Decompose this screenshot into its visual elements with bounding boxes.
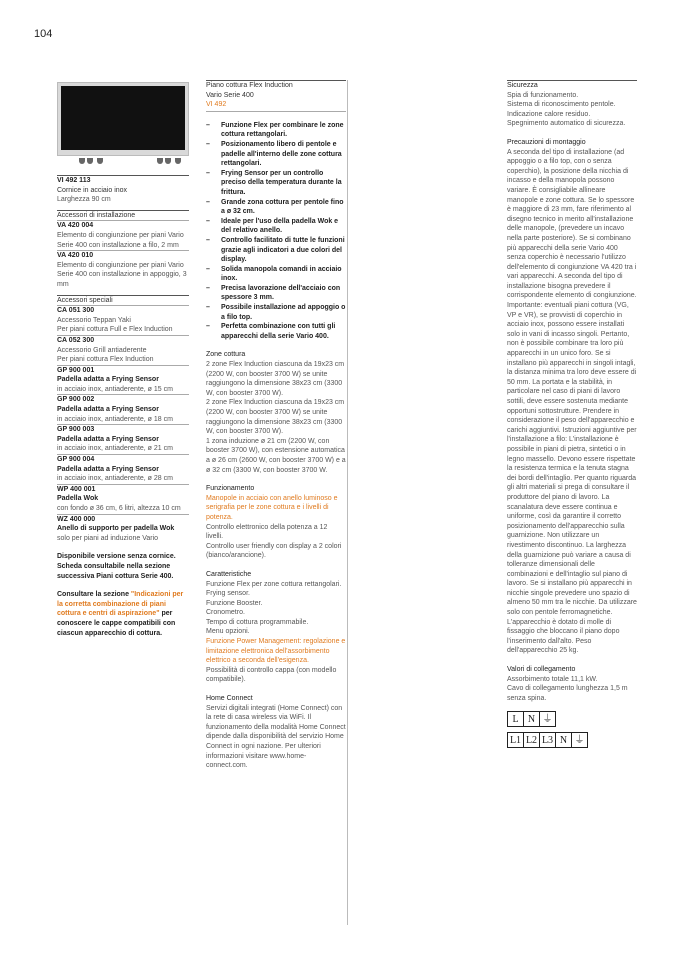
feature-item: – Grande zona cottura per pentole fino a ø 32 cm.	[206, 198, 346, 217]
product-model: VI 492	[206, 101, 227, 109]
special-note: in acciaio inox, antiaderente, ø 18 cm	[57, 415, 173, 423]
feature-item: – Funzione Flex per combinare le zone cottura rettangolari.	[206, 121, 346, 140]
special-desc: Accessorio Teppan Yaki	[57, 316, 131, 324]
special-code: CA 052 300	[57, 336, 95, 344]
special-desc: Anello di supporto per padella Wok	[57, 525, 175, 533]
consult-note: Consultare la sezione "Indicazioni per la corretta combinazione di piani cottura e centri di aspirazione" per conoscere le cappe compatibili con ciascun apparecchio di cottura.	[57, 591, 184, 637]
function-highlight: Manopole in acciaio con anello luminoso e serigrafia per le zone cottura e i livelli di potenza.	[206, 494, 338, 521]
ground-icon: ⏚	[542, 713, 553, 725]
mounting-text: A seconda del tipo di installazione (ad appoggio o a filo top, con o senza coperchio), la posizione della nicchia di incasso e della manopola possono variare. È consigliabile allineare manopole e zone cottura. Se lo spessore è maggiore di 23 mm, fare riferimento al disegno tecnico in merito all'installazione delle manopole, (prevedere un incavo nella parte posteriore). Se si combinano più apparecchi della serie Vario 400 senza coperchio è necessario l'utilizzo dell'elemento di congiunzione VA 420 tra i vari apparecchi. A seconda del tipo di installazione bisogna prevedere il corrispondente elemento di congiunzione. Importante: eventuali piani cottura (VG, VP e VR), se provvisti di coperchio in acciaio inox, possono essere installati solo in vani di incasso singoli. Pertanto, non è possibile combinare tra loro più apparecchi in un unico foro. Se si installano più apparecchi in singoli intagli, la distanza minima tra loro deve essere di 50 mm. La portata e la stabilità, in particolare nel caso di piani di lavoro sottili, deve essere sostenuta mediante opportuni sottostrutture. Prendere in considerazione il peso dell'apparecchio e carichi aggiuntivi. Istruzioni aggiuntive per l'installazione a filo: L'installazione è possibile in piani di pietra, sintetici o in legno massello. Devono essere rispettate la resistenza termica e la tenuta stagna dei bordi dell'intaglio. Per quanto riguarda gli altri materiali si prega di consultare il produttore del piano di lavoro. La scanalatura deve essere continua e uniforme, così da garantire il corretto posizionamento dell'apparecchio sulla guarnizione. Non utilizzare un rivestimento discontinuo. La larghezza della guarnizione può variare a causa di tolleranze dimensionali delle combinazioni e dell'intaglio sul piano di lavoro. Se si installano più apparecchi in nicchie singole prevedere uno spazio di almeno 50 mm tra le nicchie. Da utilizzare solo con pentole ferromagnetiche. L'apparecchio è dotato di molle di fissaggio che bloccano il piano dopo l'inserimento dall'alto. Peso dell'apparecchio 25 kg.	[507, 148, 637, 655]
function-text: Controllo elettronico della potenza a 12 livelli.	[206, 523, 328, 541]
knobs-image	[57, 158, 189, 170]
special-note: solo per piani ad induzione Vario	[57, 534, 159, 542]
accessory-desc: Elemento di congiunzione per piani Vario Serie 400 con installazione in appoggio, 3 mm	[57, 261, 187, 288]
function-title: Funzionamento	[206, 485, 255, 493]
feature-list	[206, 121, 346, 342]
symbol-l: L	[508, 712, 524, 726]
safety-item: Indicazione calore residuo.	[507, 110, 591, 118]
feature-item: – Controllo facilitato di tutte le funzioni grazie agli indicatori a due colori del display.	[206, 236, 346, 265]
zone-text: 2 zone Flex Induction ciascuna da 19x23 cm (2200 W, con booster 3700 W) se unite raggiungono la dimensione 38x23 cm (3300 W, con booster 3700 W).	[206, 399, 345, 436]
feature-line: Tempo di cottura programmabile.	[206, 618, 309, 626]
product-title: Piano cottura Flex Induction	[206, 82, 293, 89]
safety-item: Sistema di riconoscimento pentole.	[507, 101, 616, 109]
symbol-l1: L1	[508, 733, 524, 747]
accessory-desc: Elemento di congiunzione per piani Vario Serie 400 con installazione a filo, 2 mm	[57, 231, 184, 249]
special-code: WP 400 001	[57, 485, 96, 493]
home-connect-text: Servizi digitali integrati (Home Connect) con la rete di casa wireless via WiFi. Il funzionamento della modalità Home Connect dipende dalla disponibilità del servizio Home Connect in ogni nazione. Per ulteriori informazioni visitare www.home-connect.com.	[206, 704, 346, 770]
feature-item: – Ideale per l'uso della padella Wok e del relativo anello.	[206, 217, 346, 236]
special-code: GP 900 003	[57, 426, 95, 434]
features-title: Caratteristiche	[206, 570, 252, 578]
feature-line: Menu opzioni.	[206, 628, 250, 636]
accessory-code: VA 420 004	[57, 222, 94, 230]
product-column	[57, 80, 189, 638]
special-note: Per piani cottura Full e Flex Induction	[57, 326, 173, 334]
column-divider	[347, 80, 348, 925]
feature-line: Funzione Flex per zone cottura rettangolari.	[206, 580, 342, 588]
mounting-title: Precauzioni di montaggio	[507, 138, 586, 146]
special-title: Accessori speciali	[57, 296, 113, 304]
feature-line: Frying sensor.	[206, 590, 250, 598]
product-width: Larghezza 90 cm	[57, 196, 111, 204]
special-desc: Padella Wok	[57, 495, 99, 503]
function-text: Controllo user friendly con display a 2 colori (bianco/arancione).	[206, 542, 342, 560]
special-code: GP 900 001	[57, 366, 95, 374]
page-number: 104	[34, 28, 53, 40]
consult-link[interactable]: "Indicazioni per la corretta combinazione di piani cottura e centri di aspirazione"	[57, 591, 184, 618]
safety-item: Spia di funzionamento.	[507, 91, 579, 99]
feature-item: – Perfetta combinazione con tutti gli apparecchi della serie Vario 400.	[206, 322, 346, 341]
cooktop-image	[57, 82, 189, 156]
hood-control-text: Possibilità di controllo cappa (con modello compatibile).	[206, 666, 337, 684]
special-note: con fondo ø 36 cm, 6 litri, altezza 10 cm	[57, 505, 181, 512]
connection-item: Cavo di collegamento lunghezza 1,5 m senza spina.	[507, 685, 628, 702]
feature-item: – Solida manopola comandi in acciaio inox.	[206, 265, 346, 284]
special-desc: Padella adatta a Frying Sensor	[57, 435, 159, 443]
specs-column	[507, 80, 637, 748]
availability-note: Disponibile versione senza cornice. Scheda consultabile nella sezione successiva Piani cottura Serie 400.	[57, 553, 176, 580]
special-desc: Padella adatta a Frying Sensor	[57, 465, 159, 473]
symbol-n: N	[524, 712, 540, 726]
special-desc: Accessorio Grill antiaderente	[57, 346, 147, 354]
three-phase-symbols	[507, 732, 588, 748]
safety-item: Spegnimento automatico di sicurezza.	[507, 120, 626, 128]
product-name: Cornice in acciaio inox	[57, 186, 128, 194]
zone-text: 2 zone Flex Induction ciascuna da 19x23 cm (2200 W, con booster 3700 W) se unite raggiungono la dimensione 38x23 cm (3300 W, con booster 3700 W).	[206, 361, 345, 397]
feature-line: Cronometro.	[206, 609, 245, 617]
product-code: VI 492 113	[57, 177, 91, 184]
feature-item: – Frying Sensor per un controllo preciso della temperatura durante la frittura.	[206, 169, 346, 198]
special-note: in acciaio inox, antiaderente, ø 28 cm	[57, 475, 173, 483]
special-code: CA 051 300	[57, 307, 95, 315]
safety-title: Sicurezza	[507, 82, 538, 89]
symbol-l2: L2	[524, 733, 540, 747]
special-code: GP 900 002	[57, 396, 95, 404]
special-code: GP 900 004	[57, 456, 95, 464]
feature-item: – Posizionamento libero di pentole e padelle all'interno delle zone cottura rettangolari.	[206, 140, 346, 169]
description-column	[206, 80, 346, 771]
zone-text: 1 zona induzione ø 21 cm (2200 W, con booster 3700 W), con estensione automatica a ø 26 cm (2600 W, con booster 3700 W) e a ø 32 cm (3300 W, con booster 3700 W.	[206, 437, 346, 474]
power-management-highlight: Funzione Power Management: regolazione e limitazione elettronica dell'assorbimento elettrico a seconda dell'esigenza.	[206, 638, 346, 665]
single-phase-symbols	[507, 711, 556, 727]
symbol-n: N	[556, 733, 572, 747]
special-code: WZ 400 000	[57, 515, 96, 523]
feature-item: – Possibile installazione ad appoggio o a filo top.	[206, 303, 346, 322]
accessory-code: VA 420 010	[57, 252, 94, 260]
product-series: Vario Serie 400	[206, 91, 254, 99]
feature-item: – Precisa lavorazione dell'acciaio con spessore 3 mm.	[206, 284, 346, 303]
special-desc: Padella adatta a Frying Sensor	[57, 376, 159, 384]
special-desc: Padella adatta a Frying Sensor	[57, 406, 159, 414]
ground-icon: ⏚	[574, 734, 585, 746]
connection-item: Assorbimento totale 11,1 kW.	[507, 675, 598, 683]
special-note: in acciaio inox, antiaderente, ø 15 cm	[57, 385, 173, 393]
symbol-l3: L3	[540, 733, 556, 747]
feature-line: Funzione Booster.	[206, 599, 263, 607]
connection-title: Valori di collegamento	[507, 666, 576, 674]
special-note: in acciaio inox, antiaderente, ø 21 cm	[57, 445, 173, 453]
home-connect-title: Home Connect	[206, 695, 253, 703]
special-note: Per piani cottura Flex Induction	[57, 356, 154, 364]
accessories-title: Accessori di installazione	[57, 211, 136, 219]
zone-title: Zone cottura	[206, 351, 246, 359]
